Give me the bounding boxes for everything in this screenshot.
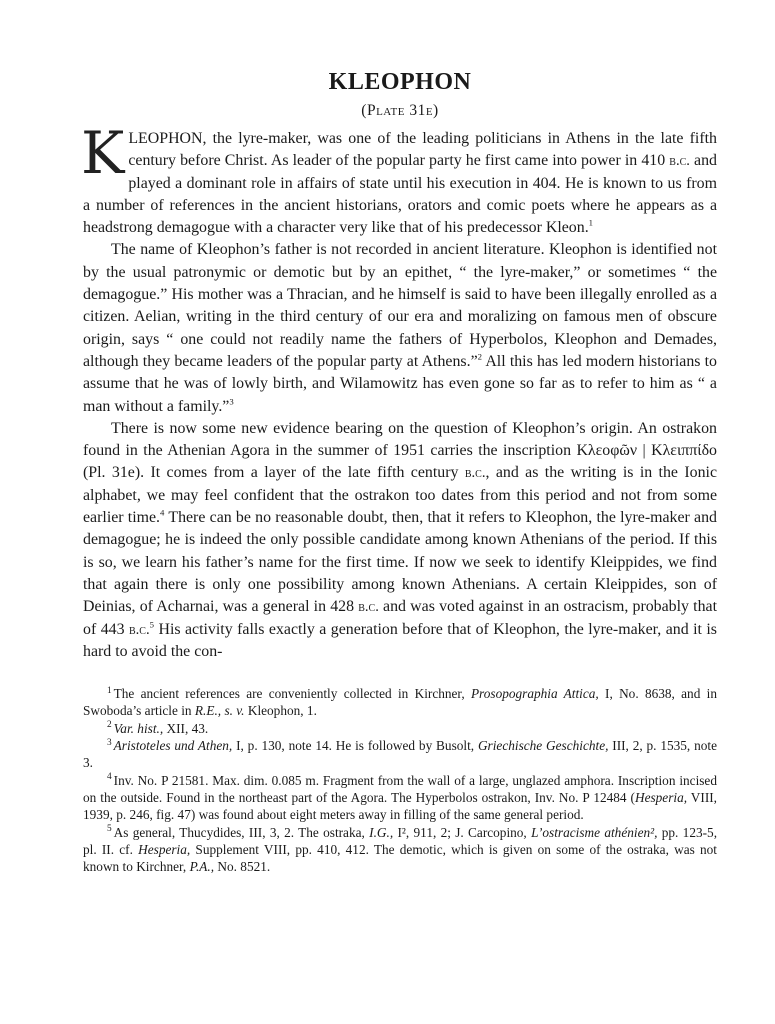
footnote-4: $^4$ Inv. No. P 21581. Max. dim. 0.085 m. Fragment from the wall of a large, unglazed amphora. Inscription incised on the outside. Found in the northeast part of the Agora. The Hyperbolos ostrakon, Inv. No. P 12484 (Hesperia, VIII, 1939, p. 246, fig. 47) was found about eight meters away in filling of the same general period. [83, 772, 717, 823]
footnote-2: $^2$ Var. hist., XII, 43. [107, 720, 209, 736]
drop-cap: K [81, 119, 125, 187]
paragraph-1: KLEOPHON, the lyre-maker, was one of the leading politicians in Athens in the late fifth century before Christ. As leader of the popular party he first came into power in 410 b.c. and played a dominant role in affairs of state until his execution in 404. He is known to us from a number of references in the ancient historians, orators and comic poets where he appears as a headstrong demagogue with a character very like that of his predecessor Kleon.$^1$ [81, 119, 718, 237]
main-text [81, 119, 718, 663]
footnote-1: $^1$ The ancient references are conveniently collected in Kirchner, Prosopographia Attica, I, No. 8638, and in Swoboda’s article in R.E., s. v. Kleophon, 1. [83, 685, 717, 719]
footnote-ref-1[interactable]: 1 [588, 217, 594, 228]
footnotes [83, 685, 717, 875]
footnote-ref-5[interactable]: 5 [149, 619, 155, 630]
footnote-5: $^5$ As general, Thucydides, III, 3, 2. The ostraka, I.G., I², 911, 2; J. Carcopino, L’ostracisme athénien², pp. 123-5, pl. II. cf. Hesperia, Supplement VIII, pp. 410, 412. The demotic, which is given on some of the ostraka, was not known to Kirchner, P.A., No. 8521. [83, 824, 718, 875]
plate-reference: (Plate 31e) [361, 102, 439, 119]
footnote-3: $^3$ Aristoteles und Athen, I, p. 130, note 14. He is followed by Busolt, Griechische Geschichte, III, 2, p. 1535, note 3. [83, 737, 717, 771]
footnote-ref-4[interactable]: 4 [160, 507, 165, 518]
page-title: KLEOPHON [328, 69, 472, 95]
paragraph-3: There is now some new evidence bearing on the question of Kleophon’s origin. An ostrakon found in the Athenian Agora in the summer of 1951 carries the inscription Κλεοφῶν | Κλειππίδο (Pl. 31e). It comes from a layer of the late fifth century b.c., and as the writing is in the Ionic alphabet, we may feel confident that the ostrakon too dates from this period and not from some earlier time.$^4$ There can be no reasonable doubt, then, that it refers to Kleophon, the lyre-maker and demagogue; he is indeed the only possible candidate among known Athenians of the period. If this is so, we learn his father’s name for the first time. If now we seek to identify Kleippides, we find that again there is only one possibility among known Athenians. A certain Kleippides, son of Deinias, of Acharnai, was a general in 428 b.c. and was voted against in an ostracism, probably that of 443 b.c.$^5$ His activity falls exactly a generation before that of Kleophon, the lyre-maker, and it is hard to avoid the con- [83, 419, 717, 660]
page [83, 68, 717, 875]
footnote-ref-2[interactable]: 2 [477, 351, 483, 362]
footnote-ref-3[interactable]: 3 [229, 396, 234, 407]
paragraph-2: The name of Kleophon’s father is not recorded in ancient literature. Kleophon is identified not by the usual patronymic or demotic but by an epithet, “ the lyre-maker,” or sometimes “ the demagogue.” His mother was a Thracian, and he himself is said to have been illegally enrolled as a citizen. Aelian, writing in the third century of our era and moralizing on famous men of obscure origin, says “ one could not readily name the fathers of Hyperbolos, Kleophon and Demades, although they became leaders of the popular party at Athens.”$^2$ All this has led modern historians to assume that he was of lowly birth, and Wilamowitz has even gone so far as to refer to him as “ a man without a family.”$^3$ [83, 241, 717, 415]
